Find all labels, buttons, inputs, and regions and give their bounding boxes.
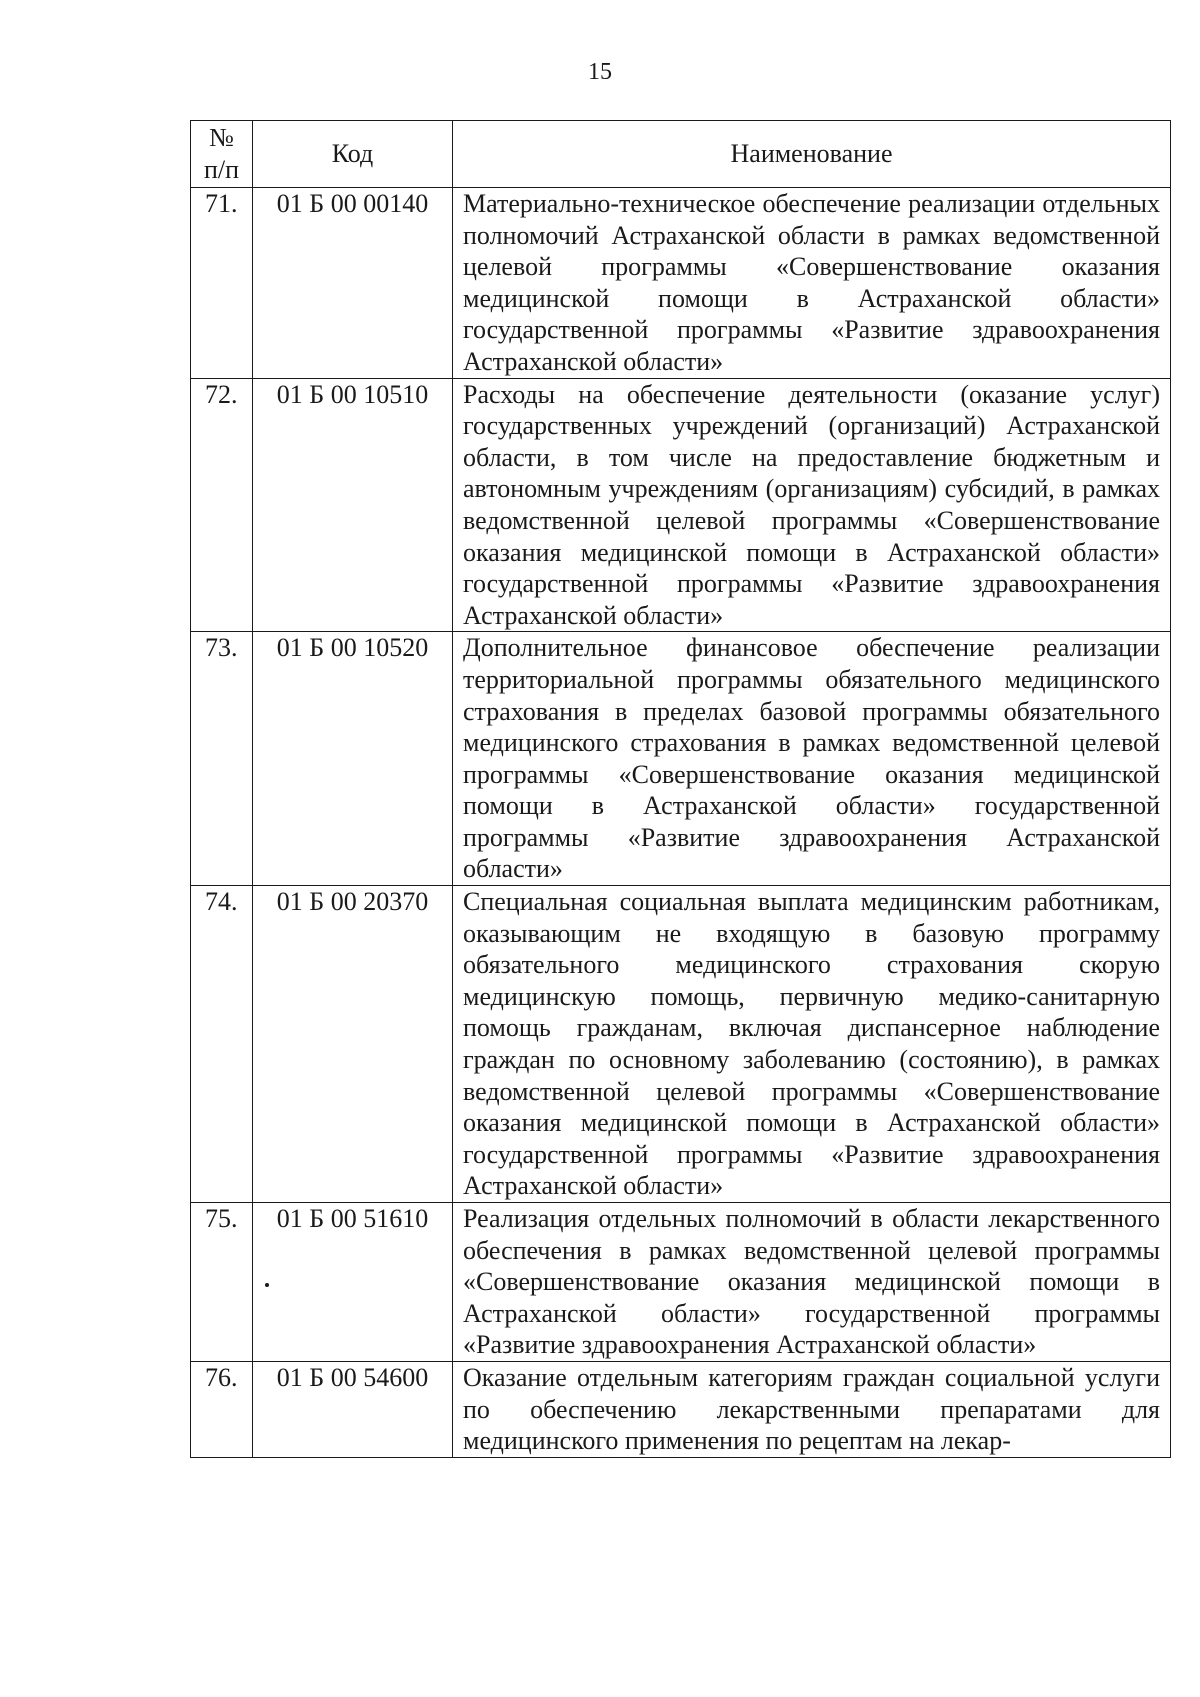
row-number: 72.	[191, 378, 253, 632]
header-number-abbr: п/п	[203, 155, 240, 184]
page-number: 15	[588, 59, 612, 85]
row-code: 01 Б 00 10510	[253, 378, 453, 632]
row-name: Материально-техническое обеспечение реализации отдельных полномочий Астраханской области в рамках ведомственной целевой программы «Совершенствование оказания медицинской помощи в Астраханской области» государственной программы «Развитие здравоохранения Астраханской области»	[453, 188, 1171, 379]
header-name: Наименование	[453, 121, 1171, 188]
row-name: Оказание отдельным категориям граждан социальной услуги по обеспечению лекарственными препаратами для медицинского применения по рецептам на лекар-	[453, 1361, 1171, 1457]
row-number: 74.	[191, 886, 253, 1203]
row-name: Реализация отдельных полномочий в области лекарственного обеспечения в рамках ведомственной целевой программы «Совершенствование оказания медицинской помощи в Астраханской области» государственной программы «Развитие здравоохранения Астраханской области»	[453, 1203, 1171, 1362]
row-code: 01 Б 00 51610	[276, 1204, 429, 1233]
codes-table	[190, 120, 1171, 1458]
header-number-sign: №	[209, 123, 234, 153]
row-number: 75.	[191, 1203, 253, 1362]
table-row	[191, 1203, 1171, 1362]
scan-speck-dot	[265, 1283, 269, 1287]
row-code: 01 Б 00 54600	[253, 1361, 453, 1457]
row-name: Расходы на обеспечение деятельности (оказание услуг) государственных учреждений (организаций) Астраханской области, в том числе на предоставление бюджетным и автономным учреждениям (организациям) субсидий, в рамках ведомственной целевой программы «Совершенствование оказания медицинской помощи в Астраханской области» государственной программы «Развитие здравоохранения Астраханской области»	[453, 378, 1171, 632]
table-row	[191, 886, 1171, 1203]
header-code: Код	[253, 121, 453, 188]
row-code: 01 Б 00 00140	[253, 188, 453, 379]
row-number: 71.	[191, 188, 253, 379]
table-row	[191, 632, 1171, 886]
row-code: 01 Б 00 20370	[253, 886, 453, 1203]
row-number: 73.	[191, 632, 253, 886]
row-number: 76.	[191, 1361, 253, 1457]
row-code: 01 Б 00 10520	[253, 632, 453, 886]
table-row	[191, 1361, 1171, 1457]
table-row	[191, 188, 1171, 379]
table-header-row	[191, 121, 1171, 188]
row-name: Специальная социальная выплата медицинским работникам, оказывающим не входящую в базовую программу обязательного медицинского страхования скорую медицинскую помощь, первичную медико-санитарную помощь гражданам, включая диспансерное наблюдение граждан по основному заболеванию (состоянию), в рамках ведомственной целевой программы «Совершенствование оказания медицинской помощи в Астраханской области» государственной программы «Развитие здравоохранения Астраханской области»	[453, 886, 1171, 1203]
table-row	[191, 378, 1171, 632]
header-number	[191, 121, 253, 188]
row-code-cell	[253, 1203, 453, 1362]
row-name: Дополнительное финансовое обеспечение реализации территориальной программы обязательного медицинского страхования в пределах базовой программы обязательного медицинского страхования в рамках ведомственной целевой программы «Совершенствование оказания медицинской помощи в Астраханской области» государственной программы «Развитие здравоохранения Астраханской области»	[453, 632, 1171, 886]
